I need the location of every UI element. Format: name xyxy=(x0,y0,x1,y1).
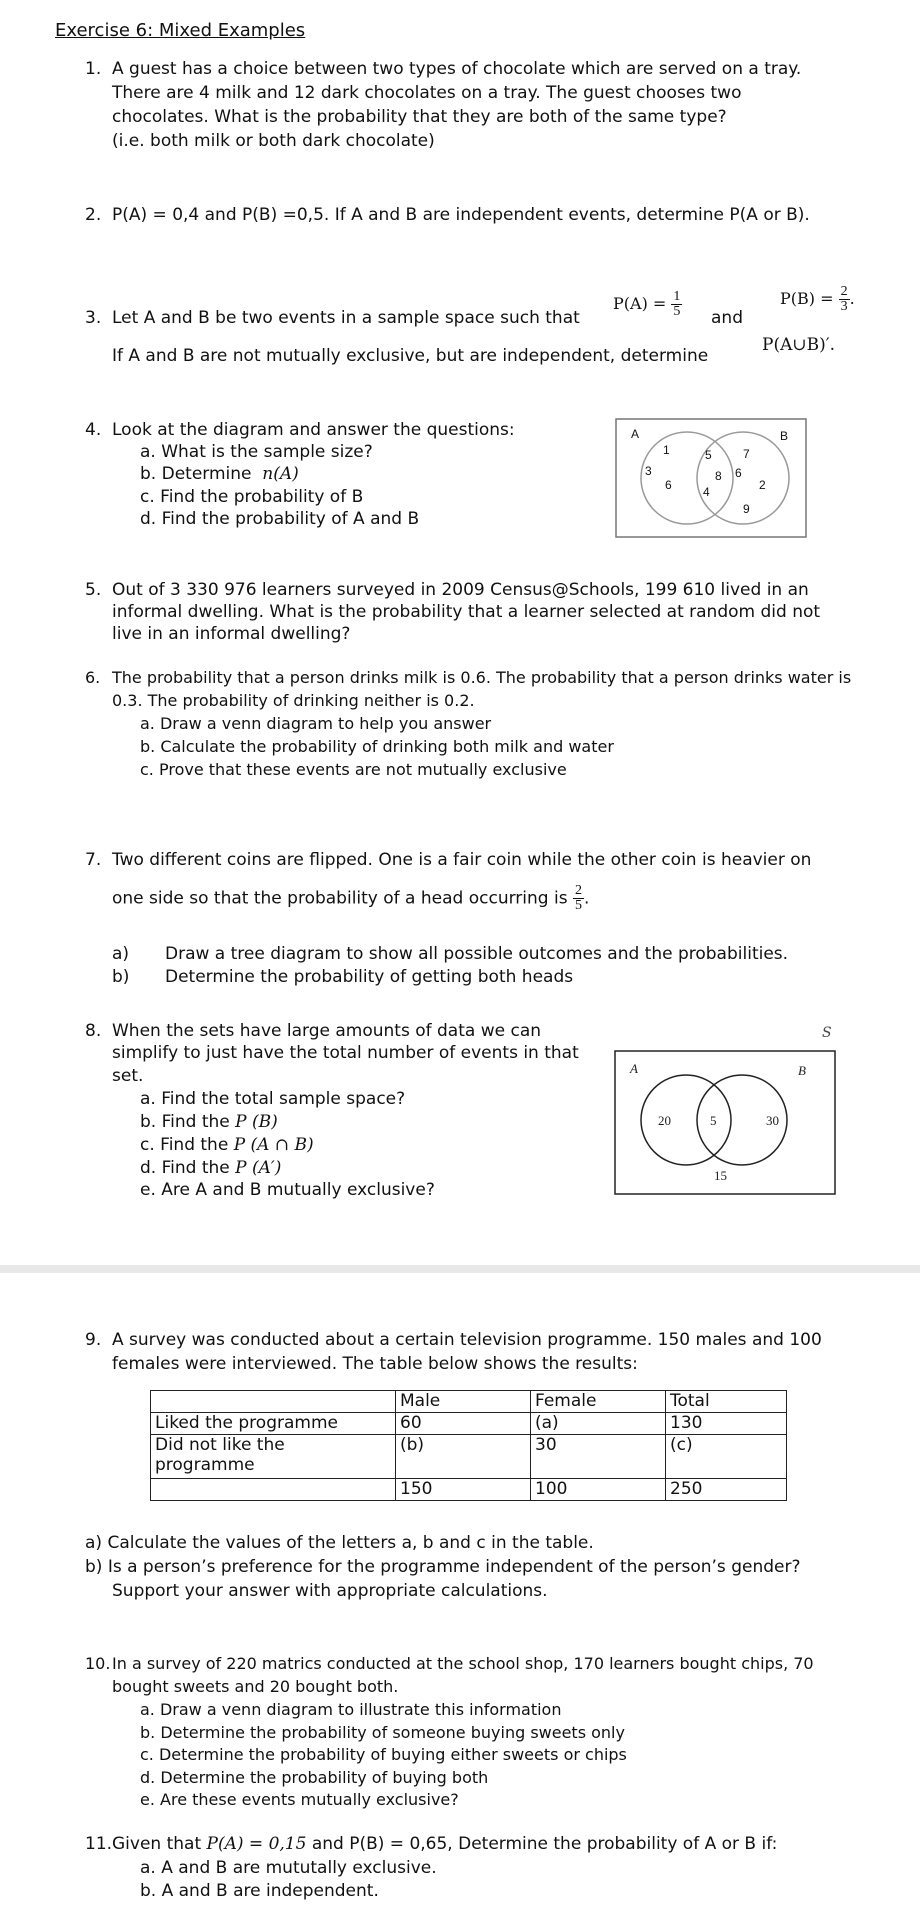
sub-question: e. Are A and B mutually exclusive? xyxy=(140,1180,435,1200)
question-text: Let A and B be two events in a sample space such that xyxy=(112,308,580,328)
venn-diagram-totals xyxy=(614,1050,836,1195)
sub-question: a. Draw a venn diagram to illustrate this information xyxy=(140,1700,562,1719)
set-b-label: B xyxy=(798,1063,806,1078)
sub-label: b) xyxy=(112,967,130,987)
question-text: females were interviewed. The table below shows the results: xyxy=(112,1354,638,1374)
question-text: If A and B are not mutually exclusive, but are independent, determine xyxy=(112,346,709,366)
probability-a: P(A) = $\frac{1}{5}$ xyxy=(613,289,681,319)
table-row xyxy=(151,1391,787,1413)
sub-question: a. What is the sample size? xyxy=(140,442,373,462)
table-cell: 60 xyxy=(396,1413,531,1435)
probability-union-complement: P(A∪B)′. xyxy=(762,335,835,355)
venn-value: 1 xyxy=(663,443,670,457)
sub-question: a. A and B are mututally exclusive. xyxy=(140,1858,437,1878)
table-cell: 250 xyxy=(666,1479,787,1501)
sub-question: c. Find the P (A ∩ B) xyxy=(140,1135,314,1155)
page-title: Exercise 6: Mixed Examples xyxy=(55,20,306,41)
fraction-two-fifths: $\frac{2}{5}$ xyxy=(574,883,582,913)
venn-value: 6 xyxy=(665,478,672,492)
sub-question: b. Determine n(A) xyxy=(140,464,299,484)
question-text: Two different coins are flipped. One is a fair coin while the other coin is heavier on xyxy=(112,850,812,870)
venn-value: 6 xyxy=(735,466,742,480)
fraction-two-thirds: $\frac{2}{3}$ xyxy=(840,284,848,314)
question-number: 11. xyxy=(85,1834,113,1854)
sub-question: b. A and B are independent. xyxy=(140,1881,379,1901)
question-text: set. xyxy=(112,1066,144,1086)
table-cell: Total xyxy=(666,1391,787,1413)
table-cell: 30 xyxy=(531,1435,666,1479)
table-row xyxy=(151,1413,787,1435)
question-text: The probability that a person drinks milk is 0.6. The probability that a person drinks water is xyxy=(112,668,852,687)
question-number: 4. xyxy=(85,420,102,440)
question-text: chocolates. What is the probability that they are both of the same type? xyxy=(112,107,727,127)
question-text: and xyxy=(711,308,743,328)
question-text: 0.3. The probability of drinking neither is 0.2. xyxy=(112,691,475,710)
sub-question: a. Find the total sample space? xyxy=(140,1089,406,1109)
sub-label: a) xyxy=(112,944,130,964)
sub-question: c. Determine the probability of buying either sweets or chips xyxy=(140,1745,627,1764)
question-number: 2. xyxy=(85,205,102,225)
question-text: When the sets have large amounts of data we can xyxy=(112,1021,542,1041)
survey-table xyxy=(150,1390,787,1501)
sample-space-label: S xyxy=(822,1025,832,1041)
table-cell: Male xyxy=(396,1391,531,1413)
venn-value: 20 xyxy=(658,1113,671,1128)
table-cell: 100 xyxy=(531,1479,666,1501)
probability-b: P(B) = $\frac{2}{3}$ . xyxy=(780,284,855,314)
set-b-label: B xyxy=(780,429,789,443)
question-text: There are 4 milk and 12 dark chocolates on a tray. The guest chooses two xyxy=(112,83,742,103)
question-text: P(A) = 0,4 and P(B) =0,5. If A and B are independent events, determine P(A or B). xyxy=(112,205,810,225)
table-cell: Liked the programme xyxy=(151,1413,396,1435)
venn-value: 30 xyxy=(766,1113,779,1128)
question-text: Out of 3 330 976 learners surveyed in 2009 Census@Schools, 199 610 lived in an xyxy=(112,580,809,600)
table-cell xyxy=(151,1391,396,1413)
question-number: 6. xyxy=(85,668,101,687)
sub-question: d. Determine the probability of buying both xyxy=(140,1768,489,1787)
venn-diagram-numbers xyxy=(615,418,807,538)
table-cell: (c) xyxy=(666,1435,787,1479)
venn-value: 15 xyxy=(714,1168,727,1183)
venn-value: 4 xyxy=(703,485,710,499)
question-number: 9. xyxy=(85,1330,102,1350)
table-row xyxy=(151,1479,787,1501)
venn-value: 5 xyxy=(705,448,712,462)
page-break xyxy=(0,1265,920,1273)
venn-value: 3 xyxy=(645,464,652,478)
table-cell: Female xyxy=(531,1391,666,1413)
sub-question: a) Calculate the values of the letters a, b and c in the table. xyxy=(85,1533,594,1553)
sub-question: c. Find the probability of B xyxy=(140,487,364,507)
fraction-one-fifth: $\frac{1}{5}$ xyxy=(673,289,681,319)
question-text: Look at the diagram and answer the questions: xyxy=(112,420,515,440)
question-number: 3. xyxy=(85,308,102,328)
table-cell: (a) xyxy=(531,1413,666,1435)
question-text: (i.e. both milk or both dark chocolate) xyxy=(112,131,435,151)
venn-value: 8 xyxy=(715,469,722,483)
question-text: A guest has a choice between two types of chocolate which are served on a tray. xyxy=(112,59,802,79)
venn-value: 7 xyxy=(743,447,750,461)
question-text: Given that P(A) = 0,15 and P(B) = 0,65, Determine the probability of A or B if: xyxy=(112,1834,778,1854)
sub-question: b. Calculate the probability of drinking both milk and water xyxy=(140,737,614,756)
question-number: 10. xyxy=(85,1654,111,1673)
question-text: bought sweets and 20 bought both. xyxy=(112,1677,399,1696)
venn-value: 2 xyxy=(759,478,766,492)
question-number: 1. xyxy=(85,59,102,79)
sub-question: e. Are these events mutually exclusive? xyxy=(140,1790,459,1809)
question-text: In a survey of 220 matrics conducted at the school shop, 170 learners bought chips, 70 xyxy=(112,1654,814,1673)
question-text: informal dwelling. What is the probability that a learner selected at random did not xyxy=(112,602,821,622)
sub-question: b. Find the P (B) xyxy=(140,1112,278,1132)
sub-question: Determine the probability of getting both heads xyxy=(165,967,574,987)
question-text: one side so that the probability of a head occurring is $\frac{2}{5}$ . xyxy=(112,883,590,913)
venn-value: 5 xyxy=(710,1113,717,1128)
table-cell: (b) xyxy=(396,1435,531,1479)
sub-question: d. Find the P (A′) xyxy=(140,1158,282,1178)
question-number: 5. xyxy=(85,580,102,600)
table-cell: 150 xyxy=(396,1479,531,1501)
sub-question: Draw a tree diagram to show all possible outcomes and the probabilities. xyxy=(165,944,789,964)
question-text: live in an informal dwelling? xyxy=(112,624,351,644)
table-cell: Did not like the programme xyxy=(151,1435,396,1479)
sub-question: b. Determine the probability of someone buying sweets only xyxy=(140,1723,625,1742)
table-cell xyxy=(151,1479,396,1501)
question-number: 8. xyxy=(85,1021,102,1041)
question-text: A survey was conducted about a certain television programme. 150 males and 100 xyxy=(112,1330,822,1350)
question-text: simplify to just have the total number of events in that xyxy=(112,1043,579,1063)
table-cell: 130 xyxy=(666,1413,787,1435)
table-row xyxy=(151,1435,787,1479)
sub-question: c. Prove that these events are not mutually exclusive xyxy=(140,760,567,779)
set-a-label: A xyxy=(631,427,640,441)
sub-question: d. Find the probability of A and B xyxy=(140,509,420,529)
question-number: 7. xyxy=(85,850,102,870)
sub-question: b) Is a person’s preference for the programme independent of the person’s gender? xyxy=(85,1557,801,1577)
sub-question: Support your answer with appropriate calculations. xyxy=(112,1581,548,1601)
venn-value: 9 xyxy=(743,502,750,516)
sub-question: a. Draw a venn diagram to help you answer xyxy=(140,714,492,733)
set-a-label: A xyxy=(630,1061,638,1076)
